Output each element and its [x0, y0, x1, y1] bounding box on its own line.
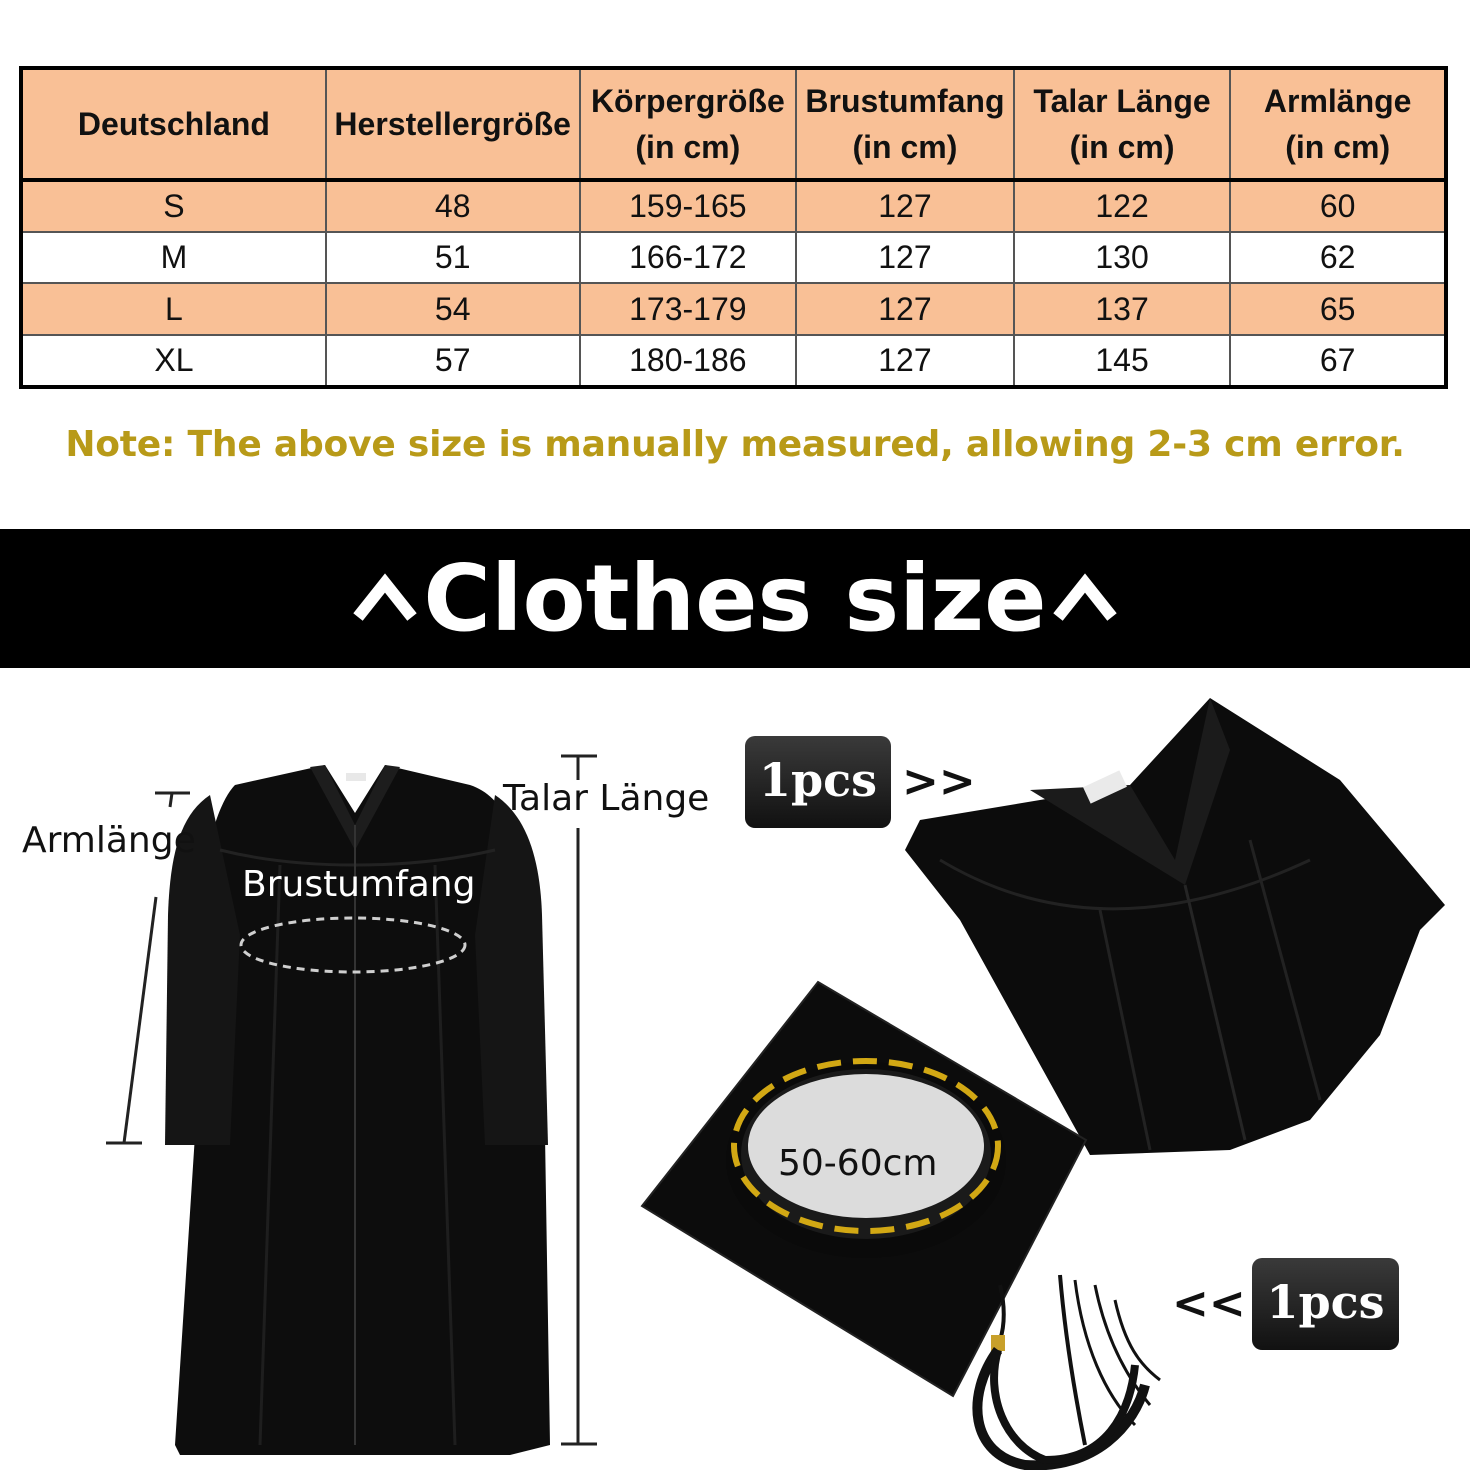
- header-herstellergroesse: Herstellergröße: [326, 68, 580, 180]
- table-cell: 127: [796, 335, 1014, 387]
- table-cell: XL: [21, 335, 326, 387]
- table-cell: 60: [1230, 180, 1446, 232]
- table-cell: 159-165: [580, 180, 797, 232]
- table-cell: 62: [1230, 232, 1446, 283]
- brustumfang-label: Brustumfang: [242, 864, 476, 905]
- section-banner: [0, 529, 1470, 668]
- table-cell: S: [21, 180, 326, 232]
- table-cell: 127: [796, 283, 1014, 334]
- table-cell: 127: [796, 232, 1014, 283]
- table-cell: 137: [1014, 283, 1231, 334]
- table-cell: L: [21, 283, 326, 334]
- table-row: [21, 283, 1446, 334]
- table-cell: 65: [1230, 283, 1446, 334]
- table-header-row: [21, 68, 1446, 180]
- table-cell: 173-179: [580, 283, 797, 334]
- header-talar-laenge: Talar Länge (in cm): [1014, 68, 1231, 180]
- header-armlaenge: Armlänge (in cm): [1230, 68, 1446, 180]
- table-cell: 127: [796, 180, 1014, 232]
- measurement-note: Note: The above size is manually measured, allowing 2-3 cm error.: [65, 424, 1405, 465]
- table-row: [21, 232, 1446, 283]
- cap-arrow: <<: [1172, 1278, 1246, 1329]
- chevron-up-icon: [352, 567, 418, 625]
- table-cell: 180-186: [580, 335, 797, 387]
- talar-laenge-measure-line: [555, 750, 605, 1450]
- table-cell: M: [21, 232, 326, 283]
- size-table: [19, 66, 1448, 389]
- table-cell: 51: [326, 232, 580, 283]
- table-cell: 166-172: [580, 232, 797, 283]
- table-cell: 130: [1014, 232, 1231, 283]
- table-row: [21, 335, 1446, 387]
- banner-title: Clothes size: [423, 545, 1047, 652]
- table-cell: 48: [326, 180, 580, 232]
- cap-quantity-badge: 1pcs: [1252, 1258, 1399, 1350]
- header-koerpergroesse: Körpergröße (in cm): [580, 68, 797, 180]
- header-brustumfang: Brustumfang (in cm): [796, 68, 1014, 180]
- gown-illustration: [150, 755, 570, 1460]
- cap-size-label: 50-60cm: [778, 1143, 938, 1184]
- header-deutschland: Deutschland: [21, 68, 326, 180]
- gown-quantity-badge: 1pcs: [745, 736, 891, 828]
- gown-arrow: >>: [902, 756, 976, 807]
- chevron-up-icon: [1052, 567, 1118, 625]
- tassel-icon: [965, 1265, 1165, 1470]
- table-cell: 122: [1014, 180, 1231, 232]
- table-cell: 145: [1014, 335, 1231, 387]
- table-cell: 57: [326, 335, 580, 387]
- table-row: [21, 180, 1446, 232]
- table-cell: 54: [326, 283, 580, 334]
- talar-laenge-label: Talar Länge: [503, 778, 710, 819]
- armlaenge-label: Armlänge: [22, 820, 196, 861]
- table-cell: 67: [1230, 335, 1446, 387]
